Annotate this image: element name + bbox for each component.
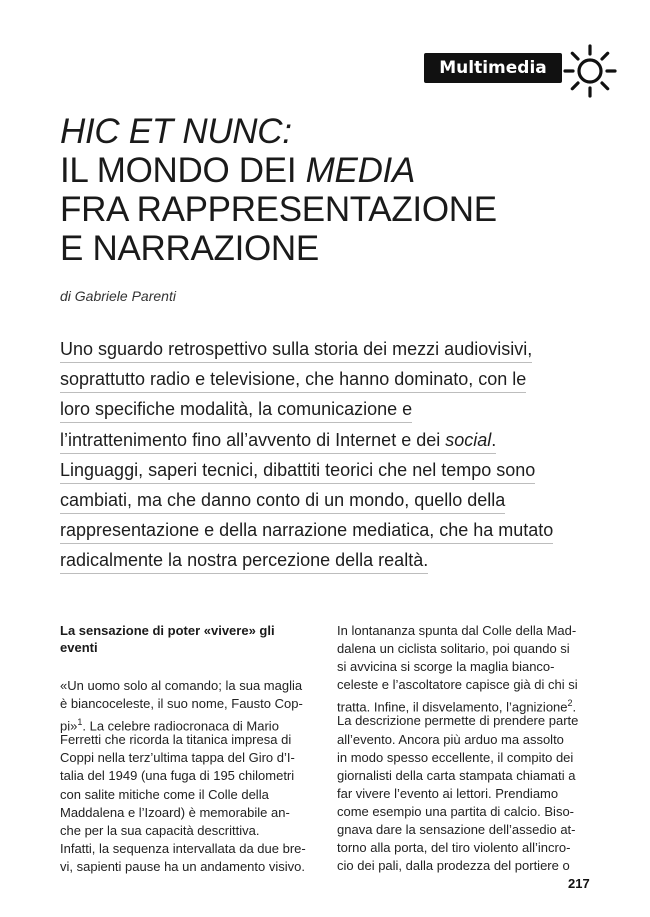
left-column — [60, 622, 320, 876]
body-line: con salite mitiche come il Colle della — [60, 786, 269, 802]
byline: di Gabriele Parenti — [60, 288, 176, 304]
footnote-ref[interactable]: 1 — [77, 717, 83, 728]
body-line: giornalisti della carta stampata chiamati a — [337, 767, 576, 783]
section-heading: La sensazione di poter «vivere» gli eventi — [60, 623, 275, 655]
article-title — [60, 112, 600, 268]
title-line-2 — [60, 151, 600, 190]
title-line-1 — [60, 112, 600, 151]
body-line: vi, sapienti pause ha un andamento visivo. — [60, 858, 305, 874]
body-line: in modo spesso eccellente, il compito dei — [337, 749, 574, 765]
body-line: «Un uomo solo al comando; la sua maglia — [60, 678, 303, 693]
title-line-4 — [60, 229, 600, 268]
abstract-line: Uno sguardo retrospettivo sulla storia dei mezzi audiovisivi, — [60, 334, 580, 364]
social-word: social — [445, 429, 492, 450]
right-column — [337, 622, 599, 875]
section-badge — [424, 53, 562, 83]
abstract-line: cambiati, ma che danno conto di un mondo, quello della — [60, 485, 580, 515]
page-number: 217 — [568, 876, 590, 891]
title-part: HIC ET NUNC: — [60, 112, 292, 151]
body-line: dalena un ciclista solitario, poi quando si — [337, 641, 570, 657]
body-line: che per la sua capacità descrittiva. — [60, 822, 260, 838]
abstract-line: loro specifiche modalità, la comunicazione e — [60, 394, 580, 424]
title-part: E NARRAZIONE — [60, 229, 319, 268]
abstract-line: radicalmente la nostra percezione della realtà. — [60, 545, 580, 575]
abstract — [60, 334, 580, 576]
abstract-line: Linguaggi, saperi tecnici, dibattiti teorici che nel tempo sono — [60, 455, 580, 485]
body-line: pi»$^1$. La celebre radiocronaca di Mario — [60, 717, 279, 734]
section-label: Multimedia — [439, 58, 547, 78]
body-line: tratta. Infine, il disvelamento, l’agnizione$^2$. — [337, 698, 577, 715]
body-line: La descrizione permette di prendere parte — [337, 713, 579, 729]
body-line: torno alla porta, del tiro violento all’incro- — [337, 840, 571, 856]
body-line: Coppi nella terz’ultima tappa del Giro d’I- — [60, 750, 295, 766]
title-part: MEDIA — [305, 151, 416, 190]
body-line: Maddalena e l’Izoard) è memorabile an- — [60, 804, 290, 820]
sun-icon — [562, 43, 618, 99]
body-line: come esempio una partita di calcio. Biso- — [337, 803, 575, 819]
body-line: gnava dare la sensazione dell’assedio at- — [337, 822, 576, 838]
body-line: Ferretti che ricorda la titanica impresa di — [60, 732, 292, 748]
title-part: IL MONDO DEI — [60, 151, 306, 190]
body-line: In lontananza spunta dal Colle della Mad- — [337, 623, 577, 638]
abstract-line: l’intrattenimento fino all’avvento di Internet e dei social. — [60, 425, 580, 455]
title-part: FRA RAPPRESENTAZIONE — [60, 190, 497, 229]
body-line: far vivere l’evento ai lettori. Prendiamo — [337, 785, 559, 801]
body-line: si avvicina si scorge la maglia bianco- — [337, 659, 555, 675]
body-line: Infatti, la sequenza intervallata da due bre- — [60, 840, 306, 856]
title-line-3 — [60, 190, 600, 229]
body-line: all’evento. Ancora più arduo ma assolto — [337, 731, 564, 747]
abstract-line: rappresentazione e della narrazione mediatica, che ha mutato — [60, 515, 580, 545]
body-line: cio dei pali, dalla prodezza del portiere o — [337, 858, 570, 874]
body-line: celeste e l’ascoltatore capisce già di chi si — [337, 677, 578, 693]
footnote-ref[interactable]: 2 — [567, 698, 573, 709]
body-line: talia del 1949 (una fuga di 195 chilometri — [60, 768, 295, 784]
body-line: è biancoceleste, il suo nome, Fausto Cop- — [60, 696, 303, 712]
abstract-line: soprattutto radio e televisione, che hanno dominato, con le — [60, 364, 580, 394]
